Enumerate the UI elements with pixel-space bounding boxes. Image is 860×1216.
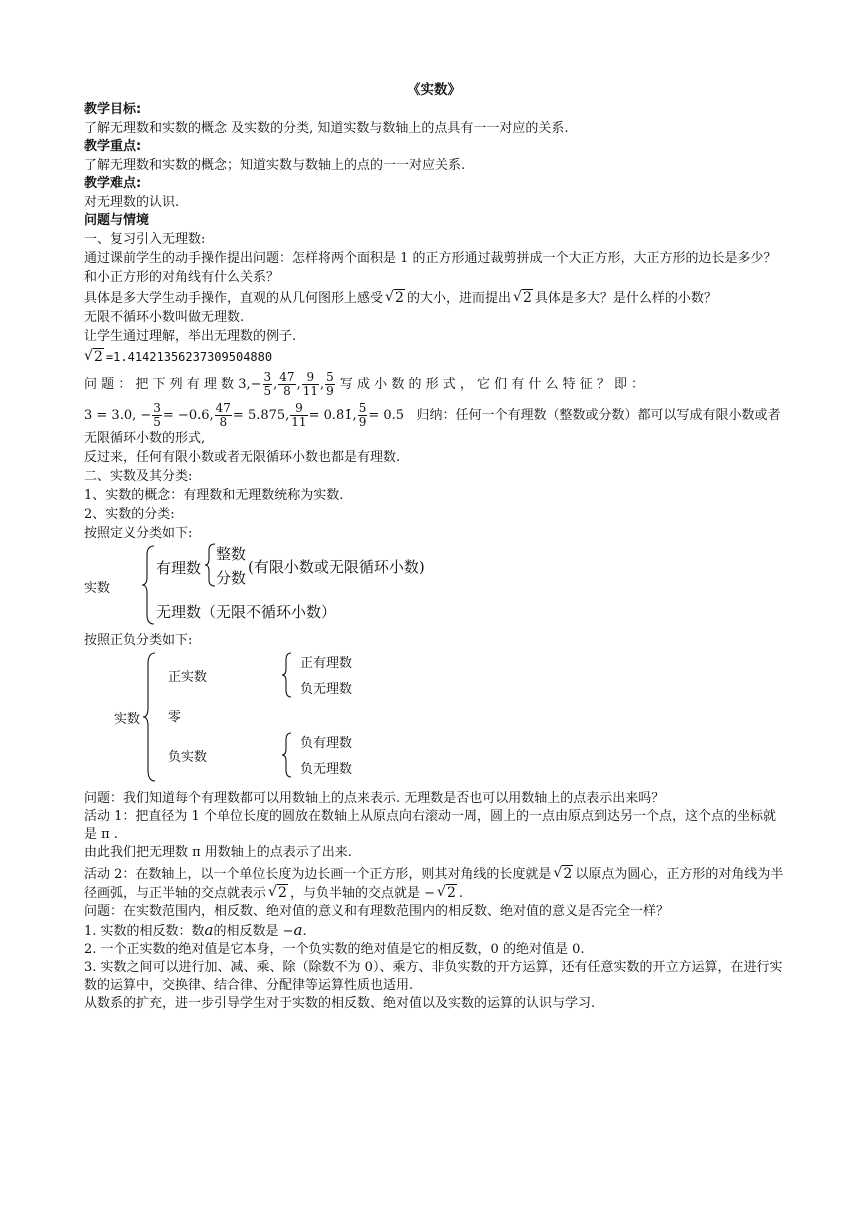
section2-heading: 二、实数及其分类: xyxy=(84,469,193,484)
brace-icon xyxy=(144,545,156,625)
section1-heading: 一、复习引入无理数: xyxy=(84,232,206,247)
by-sign-label: 按照正负分类如下: xyxy=(84,633,193,648)
diagram-root-real: 实数 xyxy=(84,581,111,596)
section1-paragraph1: 通过课前学生的动手操作提出问题：怎样将两个面积是 1 的正方形通过裁剪拼成一个大正方形，大正方形的边长是多少？和小正方形的对角线有什么关系？ xyxy=(84,251,777,285)
difficulties-text: 对无理数的认识. xyxy=(84,195,180,210)
fraction: $\frac{3}{5}$ xyxy=(153,401,161,429)
sign-diagram-zero: 零 xyxy=(168,710,182,725)
fraction: $\frac{9}{11}$ xyxy=(302,370,318,398)
document-title: 《实数》 xyxy=(407,82,461,98)
meaning-question: 问题：在实数范围内，相反数、绝对值的意义和有理数范围内的相反数、绝对值的意义是否完全一样？ xyxy=(84,904,670,919)
fraction: $\frac{47}{8}$ xyxy=(279,370,295,398)
fraction: $\frac{9}{11}$ xyxy=(291,401,307,429)
key-points-heading: 教学重点: xyxy=(84,139,142,154)
by-definition-label: 按照定义分类如下: xyxy=(84,526,193,541)
real-number-concept: 1、实数的概念：有理数和无理数统称为实数. xyxy=(84,488,344,503)
irrational-definition: 无限不循环小数叫做无理数. xyxy=(84,310,245,325)
sqrt2-value-line: √ 2 =1.41421356237309504880 xyxy=(84,348,784,367)
closing-remark: 从数系的扩充，进一步引导学生对于实数的相反数、绝对值以及实数的运算的认识与学习. xyxy=(84,996,596,1011)
brace-icon xyxy=(282,732,292,778)
activity2-text: 活动 2：在数轴上，以一个单位长度为边长画一个正方形，则其对角线的长度就是√ 2 以原点为圆心，正方形的对角线为半径画弧，与正半轴的交点就表示√ 2 ，与负半轴的交点就是 −√ 2 . xyxy=(84,865,784,903)
brace-icon xyxy=(206,543,216,587)
number-line-question: 问题：我们知道每个有理数都可以用数轴上的点来表示. 无理数是否也可以用数轴上的点表示出来吗？ xyxy=(84,791,665,806)
sqrt-symbol: √ 2 xyxy=(437,884,457,903)
brace-icon xyxy=(144,652,156,782)
sqrt-symbol: √ 2 xyxy=(385,289,405,308)
fraction: $\frac{5}{9}$ xyxy=(326,370,334,398)
activity1-conclusion: 由此我们把无理数 π 用数轴上的点表示了出来. xyxy=(84,845,352,860)
sign-diagram-pos2: 负无理数 xyxy=(300,682,353,697)
problems-heading: 问题与情境 xyxy=(84,213,150,228)
converse-statement: 反过来，任何有限小数或者无限循环小数也都是有理数. xyxy=(84,450,401,465)
diagram-rational-note: (有限小数或无限循环小数) xyxy=(248,558,425,576)
real-number-classification: 2、实数的分类: xyxy=(84,507,175,522)
activity1-text: 活动 1：把直径为 1 个单位长度的圆放在数轴上从原点向右滚动一周，圆上的一点由原点到达另一个点，这个点的坐标就是 π . xyxy=(84,809,776,842)
objectives-text: 了解无理数和实数的概念 及实数的分类, 知道实数与数轴上的点具有一一对应的关系. xyxy=(84,121,569,136)
sign-diagram-neg1: 负有理数 xyxy=(300,736,353,751)
absolute-value-rule: 2. 一个正实数的绝对值是它本身，一个负实数的绝对值是它的相反数，0 的绝对值是 0. xyxy=(84,942,585,957)
sqrt-symbol: √ 2 xyxy=(553,865,573,884)
sqrt-symbol: √ 2 xyxy=(84,348,104,367)
diagram-integer: 整数 xyxy=(216,545,247,563)
opposite-rule: 1. 实数的相反数：数a的相反数是 −a. xyxy=(84,921,307,939)
diagram-rational: 有理数 xyxy=(156,559,202,577)
sign-diagram-negative: 负实数 xyxy=(168,750,208,765)
objectives-heading: 教学目标: xyxy=(84,102,142,117)
sign-diagram-root: 实数 xyxy=(114,712,141,727)
question-line: 问 题 ： 把 下 列 有 理 数 3,− $\frac{3}{5}$ , $\frac{47}{8}$ , $\frac{9}{11}$ , $\frac{5}{9}$ 写 成 小 数 的 形 式 ， 它 们 有 什 么 特 征 ？ 即 ： xyxy=(84,370,645,398)
fraction: $\frac{3}{5}$ xyxy=(263,370,272,398)
brace-icon xyxy=(282,652,292,698)
sqrt-symbol: √ 2 xyxy=(513,289,533,308)
diagram-fraction: 分数 xyxy=(216,569,247,587)
key-points-text: 了解无理数和实数的概念；知道实数与数轴上的点的一一对应关系. xyxy=(84,158,466,173)
sign-diagram-pos1: 正有理数 xyxy=(300,656,353,671)
document-page xyxy=(84,78,784,1013)
sign-classification-diagram xyxy=(84,650,784,786)
section1-paragraph2: 具体是多大学生动手操作，直观的从几何图形上感受√ 2 的大小，进而提出√ 2 具体是多大？是什么样的小数？ xyxy=(84,289,784,308)
decimal-equations: 3 = 3.0, − $\frac{3}{5}$ = −0.6, $\frac{47}{8}$ = 5.875, $\frac{9}{11}$ = 0.8̇1̇, $\frac{5}{9}$ = 0.5̇ 归纳：任何一个有理数（整数或分数）都可以写成有限小数或者无限循环小数的形式, xyxy=(84,401,781,446)
sqrt-symbol: √ 2 xyxy=(268,884,288,903)
fraction: $\frac{5}{9}$ xyxy=(358,401,367,429)
sign-diagram-positive: 正实数 xyxy=(168,670,208,685)
definition-classification-diagram xyxy=(84,543,784,625)
sign-diagram-neg2: 负无理数 xyxy=(300,762,353,777)
diagram-irrational: 无理数（无限不循环小数） xyxy=(156,603,337,621)
student-examples: 让学生通过理解，举出无理数的例子. xyxy=(84,329,297,344)
fraction: $\frac{47}{8}$ xyxy=(215,401,231,429)
operations-rule: 3. 实数之间可以进行加、减、乘、除（除数不为 0）、乘方、非负实数的开方运算，还有任意实数的开立方运算，在进行实数的运算中，交换律、结合律、分配律等运算性质也适用. xyxy=(84,960,783,993)
difficulties-heading: 教学难点: xyxy=(84,176,142,191)
